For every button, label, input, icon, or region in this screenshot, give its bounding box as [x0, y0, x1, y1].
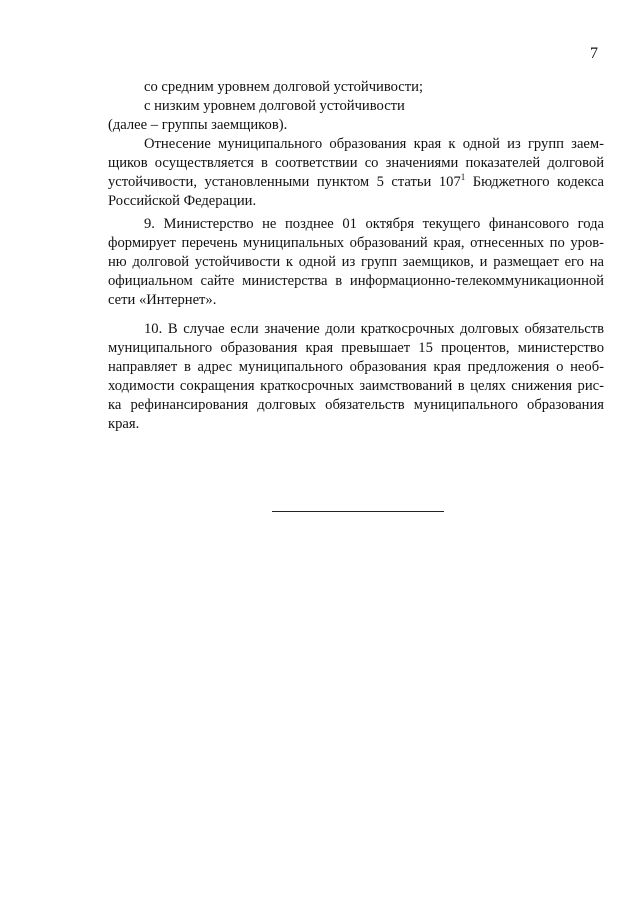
text-line: сети «Интернет».: [108, 292, 217, 308]
text-line: официальном сайте министерства в информационно-телекоммуникационной: [108, 273, 604, 289]
text-line: края.: [108, 416, 140, 432]
text-line: Российской Федерации.: [108, 193, 257, 209]
page-number: 7: [590, 45, 598, 62]
borrower-groups-paragraph: [108, 78, 604, 211]
text-line: 9. Министерство не позднее 01 октября текущего финансового года: [144, 216, 604, 232]
text-line: 10. В случае если значение доли краткосрочных долговых обязательств: [144, 321, 604, 337]
text-line: формирует перечень муниципальных образований края, отнесенных по уров-: [108, 235, 604, 251]
text-line: ка рефинансирования долговых обязательств муниципального образования: [108, 397, 604, 413]
end-divider-line: [272, 511, 444, 512]
text-fragment: Бюджетного кодекса: [465, 174, 604, 190]
text-fragment: устойчивости, установленными пунктом 5 статьи 107: [108, 174, 461, 190]
text-line: щиков осуществляется в соответствии со значениями показателей долговой: [108, 155, 604, 171]
text-line: муниципального образования края превышает 15 процентов, министерство: [108, 340, 604, 356]
paragraph-9: [108, 215, 604, 310]
text-line: направляет в адрес муниципального образования края предложения о необ-: [108, 359, 604, 375]
text-line: ню долговой устойчивости к одной из групп заемщиков, и размещает его на: [108, 254, 604, 270]
text-line: [108, 173, 604, 192]
text-line: (далее – группы заемщиков).: [108, 117, 288, 133]
text-line: со средним уровнем долговой устойчивости;: [144, 79, 424, 95]
superscript: 1: [460, 172, 466, 183]
text-line: Отнесение муниципального образования края к одной из групп заем-: [144, 136, 604, 152]
paragraph-10: [108, 320, 604, 434]
text-line: с низким уровнем долговой устойчивости: [144, 98, 405, 114]
text-line: ходимости сокращения краткосрочных заимствований в целях снижения рис-: [108, 378, 604, 394]
